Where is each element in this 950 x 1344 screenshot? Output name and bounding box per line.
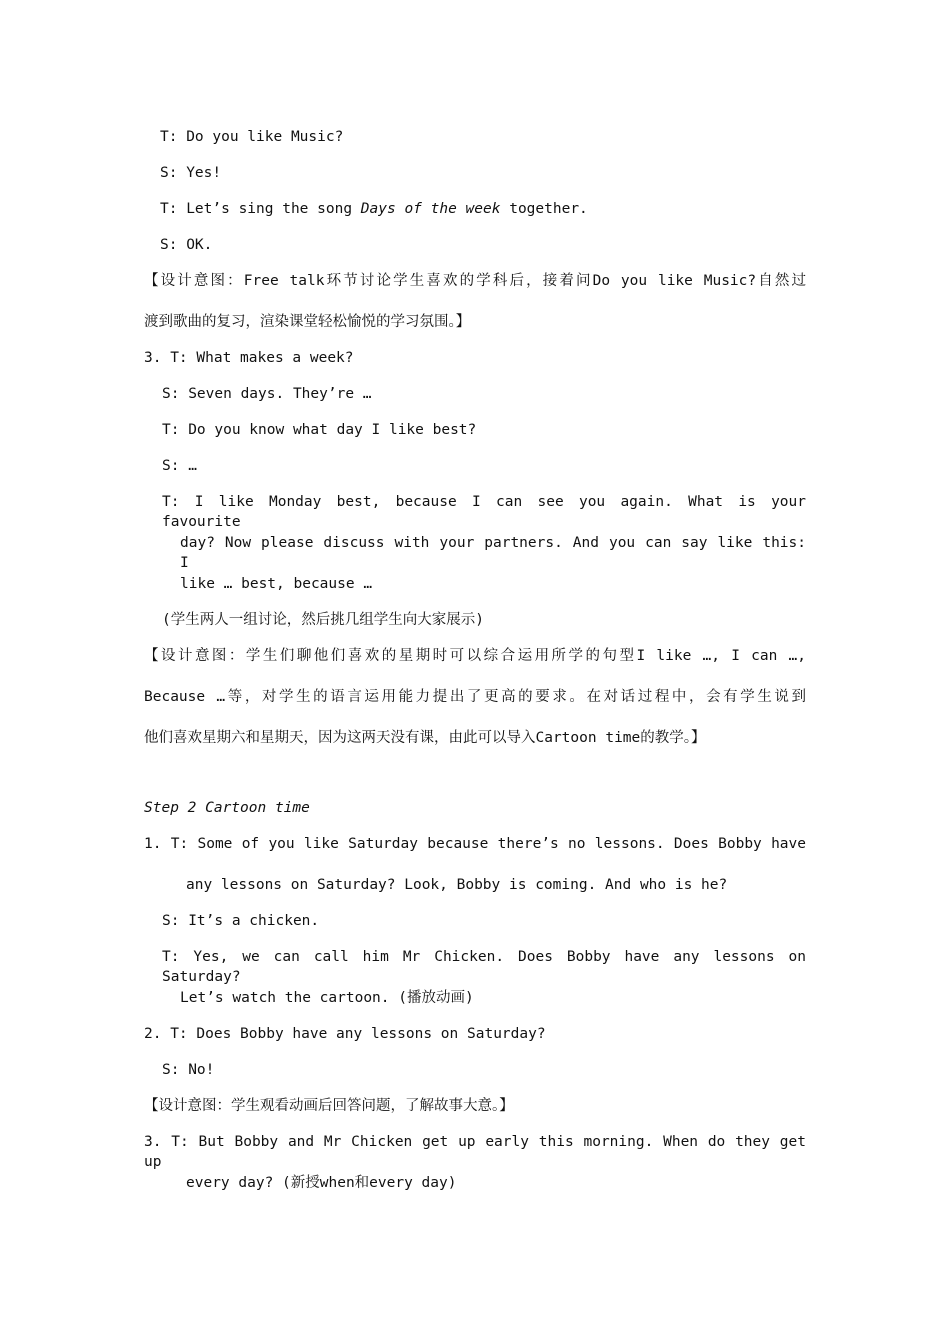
design-intent-2b: Because …等，对学生的语言运用能力提出了更高的要求。在对话过程中，会有学生说到 [144,689,806,705]
design-intent-1a: 【设计意图：Free talk环节讨论学生喜欢的学科后，接着问Do you like Music?自然过 [144,273,806,289]
design-intent-2a: 【设计意图：学生们聊他们喜欢的星期时可以综合运用所学的句型I like …, I can …, [144,648,806,664]
line-t-monday-a: T: I like Monday best, because I can see you again. What is your favourite [162,494,806,530]
line-s-yes: S: Yes! [160,165,222,181]
design-intent-3: 【设计意图：学生观看动画后回答问题，了解故事大意。】 [144,1098,514,1114]
design-intent-1b: 渡到歌曲的复习，渲染课堂轻松愉悦的学习氛围。】 [144,314,471,330]
line-t-sing [160,199,588,219]
song-title: Days of the week [360,201,501,217]
line-s-no: S: No! [162,1062,215,1078]
line-t-music: T: Do you like Music? [160,129,344,145]
line-2-lessons: 2. T: Does Bobby have any lessons on Saturday? [144,1026,546,1042]
line-t-mr-chicken-b: Let’s watch the cartoon. (播放动画) [180,990,474,1006]
line-s-chicken: S: It’s a chicken. [162,913,320,929]
line-t-monday-b: day? Now please discuss with your partners. And you can say like this: I [180,535,806,571]
sing-prefix: T: Let’s sing the song [160,201,361,217]
line-t-monday-c: like … best, because … [180,576,373,592]
line-3-early-b: every day? (新授when和every day) [186,1175,457,1191]
line-3-week: 3. T: What makes a week? [144,350,354,366]
line-s-ok: S: OK. [160,237,213,253]
line-s-dots: S: … [162,458,197,474]
sing-suffix: together. [500,201,588,217]
line-group-note: (学生两人一组讨论，然后挑几组学生向大家展示) [162,612,484,628]
line-1-saturday-a: 1. T: Some of you like Saturday because there’s no lessons. Does Bobby have [144,836,806,852]
line-s-seven: S: Seven days. They’re … [162,386,372,402]
line-t-know: T: Do you know what day I like best? [162,422,477,438]
line-t-mr-chicken-a: T: Yes, we can call him Mr Chicken. Does Bobby have any lessons on Saturday? [162,949,806,985]
line-1-saturday-b: any lessons on Saturday? Look, Bobby is coming. And who is he? [186,877,728,893]
line-3-early-a: 3. T: But Bobby and Mr Chicken get up early this morning. When do they get up [144,1134,806,1170]
step-2-heading: Step 2 Cartoon time [144,800,310,816]
design-intent-2c: 他们喜欢星期六和星期天，因为这两天没有课，由此可以导入Cartoon time的教学。】 [144,730,706,746]
